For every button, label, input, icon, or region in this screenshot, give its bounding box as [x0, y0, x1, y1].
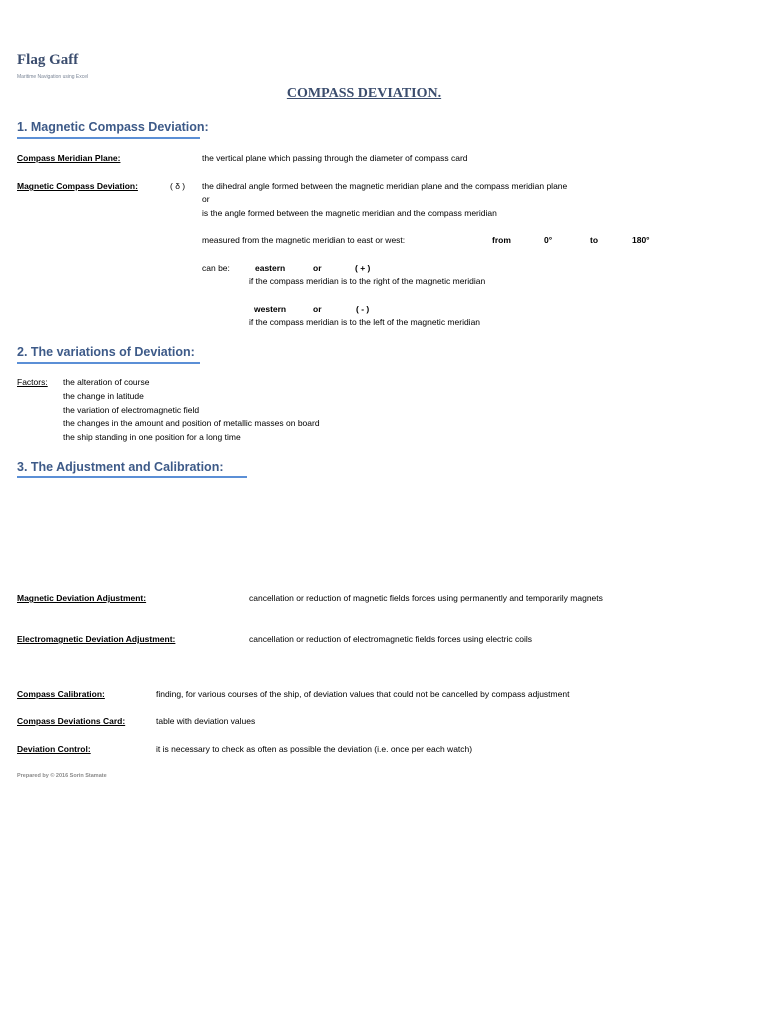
electromagnetic-adjustment-label: Electromagnetic Deviation Adjustment:	[17, 634, 176, 644]
deviation-label: Magnetic Compass Deviation:	[17, 181, 138, 191]
eastern-note: if the compass meridian is to the right of the magnetic meridian	[249, 276, 486, 286]
western-label: western	[254, 304, 287, 314]
factor-item: the changes in the amount and position of metallic masses on board	[63, 418, 320, 428]
can-be-label: can be:	[202, 263, 230, 273]
brand-tagline: Maritime Navigation using Excel	[17, 74, 89, 80]
section1-heading: 1. Magnetic Compass Deviation:	[17, 120, 209, 134]
to-value: 180°	[632, 235, 650, 245]
deviation-control-text: it is necessary to check as often as possible the deviation (i.e. once per each watch)	[156, 744, 473, 754]
eastern-sign: ( + )	[355, 263, 371, 273]
calibration-text: finding, for various courses of the ship, of deviation values that could not be cancelled by compass adjustment	[156, 689, 570, 699]
factor-item: the variation of electromagnetic field	[63, 405, 200, 415]
factors-label: Factors:	[17, 377, 48, 387]
section3-heading: 3. The Adjustment and Calibration:	[17, 460, 224, 474]
deviation-control-label: Deviation Control:	[17, 744, 91, 754]
from-value: 0°	[544, 235, 553, 245]
brand-name: Flag Gaff	[17, 52, 79, 68]
measured-text: measured from the magnetic meridian to east or west:	[202, 235, 406, 245]
deviations-card-label: Compass Deviations Card:	[17, 716, 126, 726]
factor-item: the alteration of course	[63, 377, 150, 387]
magnetic-adjustment-label: Magnetic Deviation Adjustment:	[17, 593, 147, 603]
to-label: to	[590, 235, 599, 245]
meridian-plane-label: Compass Meridian Plane:	[17, 153, 121, 163]
eastern-label: eastern	[255, 263, 286, 273]
footer-credit: Prepared by © 2016 Sorin Stamate	[17, 773, 107, 779]
deviation-or: or	[202, 194, 210, 204]
section1-underline	[17, 137, 200, 139]
calibration-label: Compass Calibration:	[17, 689, 105, 699]
deviation-symbol: ( δ )	[170, 181, 186, 191]
factor-item: the ship standing in one position for a long time	[63, 432, 241, 442]
section2-heading: 2. The variations of Deviation:	[17, 345, 195, 359]
magnetic-adjustment-text: cancellation or reduction of magnetic fields forces using permanently and temporarily magnets	[249, 593, 603, 603]
page-title: COMPASS DEVIATION.	[286, 86, 442, 101]
section2-underline	[17, 362, 200, 364]
deviation-definition-1: the dihedral angle formed between the magnetic meridian plane and the compass meridian plane	[202, 181, 568, 191]
western-note: if the compass meridian is to the left of the magnetic meridian	[249, 317, 481, 327]
western-sign: ( - )	[356, 304, 370, 314]
from-label: from	[492, 235, 511, 245]
deviation-definition-2: is the angle formed between the magnetic meridian and the compass meridian	[202, 208, 497, 218]
section3-underline	[17, 476, 247, 478]
deviations-card-text: table with deviation values	[156, 716, 256, 726]
western-or: or	[313, 304, 322, 314]
electromagnetic-adjustment-text: cancellation or reduction of electromagnetic fields forces using electric coils	[249, 634, 532, 644]
meridian-plane-text: the vertical plane which passing through the diameter of compass card	[202, 153, 468, 163]
eastern-or: or	[313, 263, 322, 273]
factor-item: the change in latitude	[63, 391, 144, 401]
